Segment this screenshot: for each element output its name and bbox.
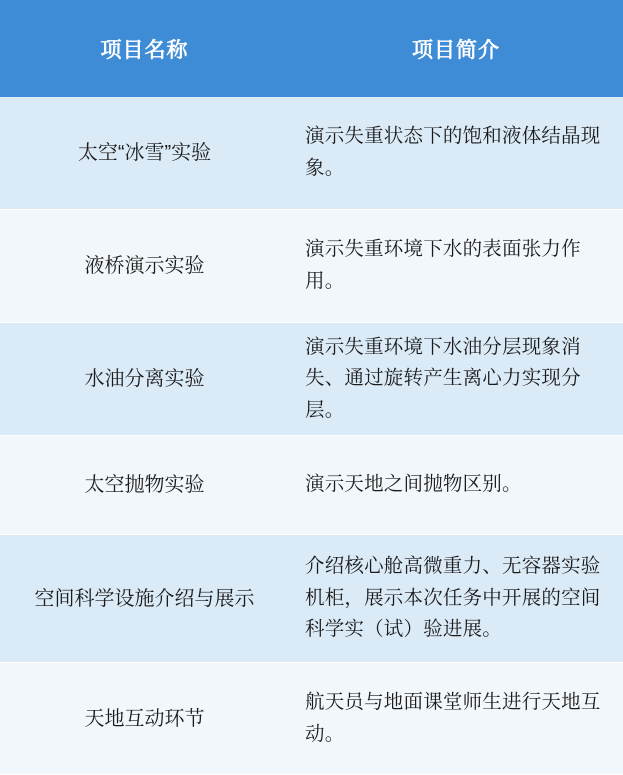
column-header-project-description: 项目简介: [412, 38, 500, 62]
table-row: [0, 210, 623, 323]
cell-project-name: 液桥演示实验: [84, 255, 205, 277]
cell-project-name: 空间科学设施介绍与展示: [34, 587, 255, 610]
cell-project-description: 航天员与地面课堂师生进行天地互动。: [305, 690, 601, 745]
cell-project-description: 演示失重状态下的饱和液体结晶现象。: [305, 125, 601, 179]
cell-project-description: 演示失重环境下水油分层现象消失、通过旋转产生离心力实现分层。: [305, 335, 581, 421]
column-header-project-name: 项目名称: [100, 38, 189, 62]
table-row: [0, 323, 623, 436]
table-header-row: [0, 0, 623, 97]
table-row: [0, 436, 623, 535]
table-row: [0, 535, 623, 663]
cell-project-name: 水油分离实验: [84, 368, 205, 390]
cell-project-name: 天地互动环节: [84, 707, 205, 730]
cell-project-description: 介绍核心舱高微重力、无容器实验机柜，展示本次任务中开展的空间科学实（试）验进展。: [305, 555, 601, 641]
table-row: [0, 97, 623, 210]
cell-project-description: 演示天地之间抛物区别。: [305, 473, 522, 496]
table-row: [0, 663, 623, 775]
cell-project-name: 太空抛物实验: [84, 474, 205, 496]
cell-project-name: 太空“冰雪”实验: [77, 142, 212, 164]
cell-project-description: 演示失重环境下水的表面张力作用。: [305, 238, 581, 292]
